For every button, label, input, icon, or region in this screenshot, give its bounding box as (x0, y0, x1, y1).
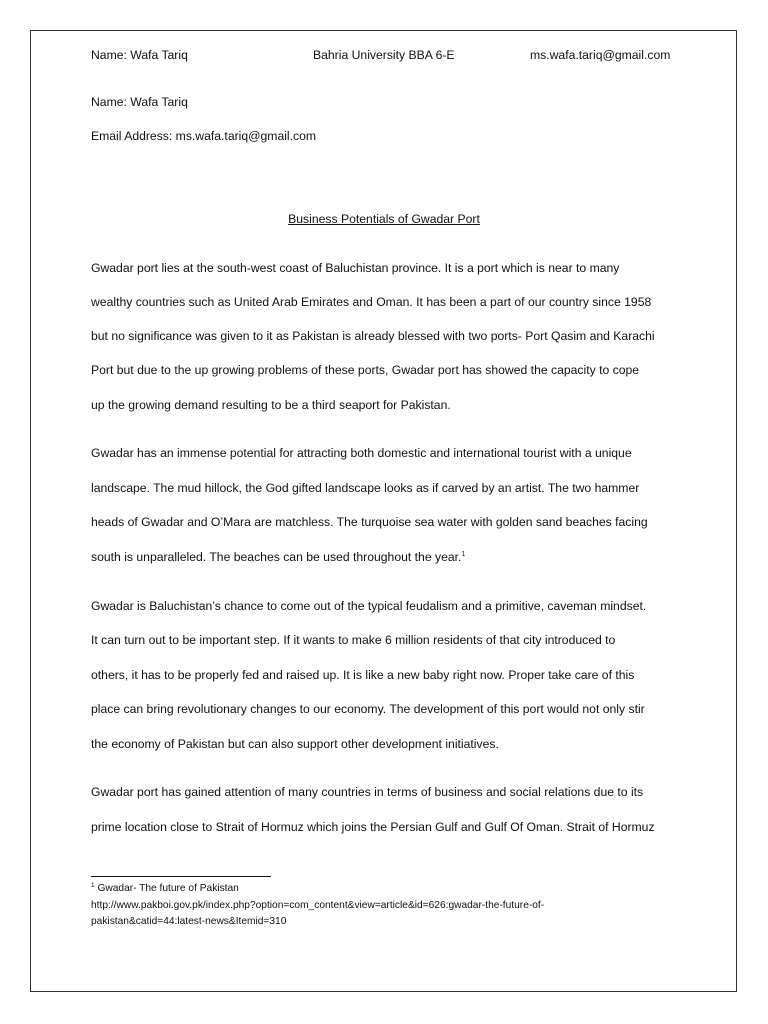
footnote-url-line-2: pakistan&catid=44:latest-news&Itemid=310 (91, 916, 287, 927)
footnote-number: 1 (91, 882, 95, 889)
paragraph-3-line-2: It can turn out to be important step. If it wants to make 6 million residents of that city introduced to (91, 633, 616, 647)
paragraph-3-line-4: place can bring revolutionary changes to our economy. The development of this port would not only stir (91, 702, 645, 716)
paragraph-2-line-3: heads of Gwadar and O’Mara are matchless. The turquoise sea water with golden sand beaches facing (91, 515, 648, 529)
paragraph-2-line-4 (91, 548, 465, 566)
document-title: Business Potentials of Gwadar Port (288, 212, 480, 226)
footnote-title (91, 882, 239, 896)
paragraph-2-line-2: landscape. The mud hillock, the God gifted landscape looks as if carved by an artist. The two hammer (91, 481, 640, 495)
footnote-url-line-1: http://www.pakboi.gov.pk/index.php?option=com_content&view=article&id=626:gwadar-the-future-of- (91, 900, 545, 911)
paragraph-1-line-2: wealthy countries such as United Arab Emirates and Oman. It has been a part of our country since 1958 (91, 295, 652, 309)
page-header (91, 46, 691, 64)
paragraph-4-line-2: prime location close to Strait of Hormuz which joins the Persian Gulf and Gulf Of Oman. Strait of Hormuz (91, 820, 655, 834)
author-name: Name: Wafa Tariq (91, 95, 188, 109)
paragraph-3-line-5: the economy of Pakistan but can also support other development initiatives. (91, 737, 499, 751)
paragraph-4-line-1: Gwadar port has gained attention of many countries in terms of business and social relations due to its (91, 785, 644, 799)
paragraph-2-line-4-text: south is unparalleled. The beaches can be used throughout the year. (91, 550, 462, 564)
header-university: Bahria University BBA 6-E (313, 48, 455, 62)
footnote-reference: 1 (461, 551, 466, 558)
header-author-name: Name: Wafa Tariq (91, 48, 188, 62)
footnote-title-text: Gwadar- The future of Pakistan (94, 883, 239, 894)
paragraph-1-line-5: up the growing demand resulting to be a third seaport for Pakistan. (91, 398, 451, 412)
header-email: ms.wafa.tariq@gmail.com (530, 48, 671, 62)
paragraph-2-line-1: Gwadar has an immense potential for attracting both domestic and international tourist with a unique (91, 446, 632, 460)
paragraph-1-line-3: but no significance was given to it as Pakistan is already blessed with two ports- Port Qasim and Karachi (91, 329, 655, 343)
page-border (30, 30, 737, 992)
paragraph-1-line-1: Gwadar port lies at the south-west coast of Baluchistan province. It is a port which is near to many (91, 261, 620, 275)
paragraph-3-line-3: others, it has to be properly fed and raised up. It is like a new baby right now. Proper take care of this (91, 668, 635, 682)
author-email: Email Address: ms.wafa.tariq@gmail.com (91, 129, 317, 143)
footnote-separator (91, 876, 271, 877)
paragraph-1-line-4: Port but due to the up growing problems of these ports, Gwadar port has showed the capacity to cope (91, 363, 640, 377)
paragraph-3-line-1: Gwadar is Baluchistan’s chance to come out of the typical feudalism and a primitive, caveman mindset. (91, 599, 647, 613)
